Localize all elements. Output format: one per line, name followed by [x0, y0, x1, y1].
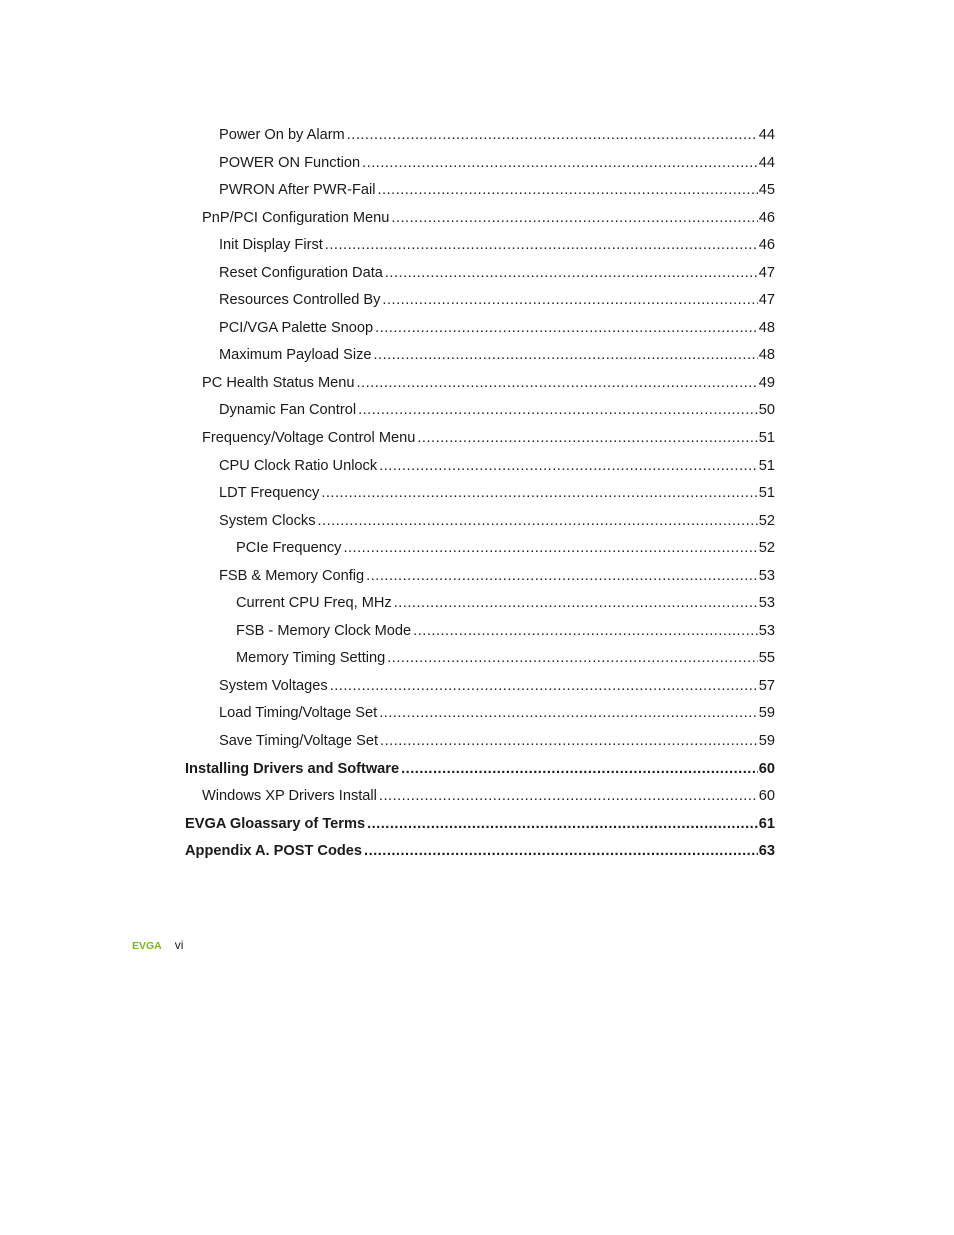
toc-entry-title: Maximum Payload Size	[219, 347, 372, 364]
toc-dot-leader	[373, 342, 757, 370]
footer-page-number: vi	[174, 938, 184, 952]
toc-dot-leader	[375, 315, 758, 343]
page-footer	[132, 938, 183, 952]
toc-entry-page: 55	[758, 650, 775, 667]
toc-entry-title: Windows XP Drivers Install	[202, 788, 377, 805]
toc-entry[interactable]	[185, 618, 775, 646]
toc-dot-leader	[362, 150, 758, 178]
toc-entry-title: Save Timing/Voltage Set	[219, 733, 379, 750]
toc-entry-page: 53	[758, 567, 775, 584]
toc-entry-page: 53	[758, 622, 775, 639]
toc-entry[interactable]	[185, 480, 775, 508]
toc-entry[interactable]	[185, 425, 775, 453]
toc-dot-leader	[379, 783, 758, 811]
toc-entry[interactable]	[185, 535, 775, 563]
toc-entry-title: Dynamic Fan Control	[219, 402, 357, 419]
toc-dot-leader	[357, 370, 758, 398]
toc-entry[interactable]	[185, 590, 775, 618]
toc-entry[interactable]	[185, 453, 775, 481]
toc-entry-page: 47	[758, 292, 775, 309]
toc-dot-leader	[366, 563, 758, 591]
toc-entry-page: 51	[758, 457, 775, 474]
toc-dot-leader	[358, 397, 758, 425]
toc-entry-page: 52	[758, 540, 775, 557]
toc-dot-leader	[417, 425, 757, 453]
toc-entry-page: 57	[758, 677, 775, 694]
toc-dot-leader	[343, 535, 757, 563]
toc-entry[interactable]	[185, 315, 775, 343]
toc-entry[interactable]	[185, 122, 775, 150]
toc-entry-title: Memory Timing Setting	[236, 650, 386, 667]
toc-entry[interactable]	[185, 508, 775, 536]
toc-dot-leader	[394, 590, 758, 618]
toc-entry-page: 53	[758, 595, 775, 612]
toc-dot-leader	[367, 811, 758, 839]
toc-entry-title: Init Display First	[219, 237, 323, 254]
toc-entry-page: 63	[758, 843, 775, 860]
toc-entry-page: 51	[758, 430, 775, 447]
toc-entry[interactable]	[185, 205, 775, 233]
toc-entry-page: 47	[758, 264, 775, 281]
toc-entry-page: 51	[758, 485, 775, 502]
toc-entry[interactable]	[185, 756, 775, 784]
toc-dot-leader	[413, 618, 758, 646]
toc-entry-title: FSB - Memory Clock Mode	[236, 622, 412, 639]
toc-entry-page: 60	[758, 788, 775, 805]
toc-dot-leader	[318, 508, 758, 536]
toc-dot-leader	[401, 756, 758, 784]
toc-entry-title: Reset Configuration Data	[219, 264, 383, 281]
toc-entry[interactable]	[185, 260, 775, 288]
toc-entry[interactable]	[185, 811, 775, 839]
toc-entry-page: 60	[758, 760, 775, 777]
toc-entry-title: CPU Clock Ratio Unlock	[219, 457, 378, 474]
toc-entry-title: PCI/VGA Palette Snoop	[219, 319, 374, 336]
toc-dot-leader	[325, 232, 758, 260]
toc-entry-page: 50	[758, 402, 775, 419]
toc-dot-leader	[382, 287, 757, 315]
toc-entry-title: Power On by Alarm	[219, 127, 345, 143]
toc-dot-leader	[379, 453, 758, 481]
toc-entry-page: 49	[758, 374, 775, 391]
toc-entry-page: 52	[758, 512, 775, 529]
toc-entry-title: Appendix A. POST Codes	[185, 843, 363, 860]
toc-entry-page: 48	[758, 347, 775, 364]
toc-entry-page: 61	[758, 815, 775, 832]
toc-entry[interactable]	[185, 397, 775, 425]
toc-entry-title: System Clocks	[219, 512, 316, 529]
toc-entry-title: Frequency/Voltage Control Menu	[202, 430, 416, 447]
toc-entry-title: Load Timing/Voltage Set	[219, 705, 378, 722]
toc-entry-page: 59	[758, 705, 775, 722]
toc-dot-leader	[380, 728, 758, 756]
toc-entry[interactable]	[185, 673, 775, 701]
toc-dot-leader	[391, 205, 757, 233]
toc-dot-leader	[321, 480, 757, 508]
toc-entry-page: 46	[758, 237, 775, 254]
toc-entry[interactable]	[185, 232, 775, 260]
toc-entry-title: PWRON After PWR-Fail	[219, 182, 376, 199]
toc-entry[interactable]	[185, 150, 775, 178]
toc-entry-title: POWER ON Function	[219, 154, 361, 171]
toc-entry-title: PnP/PCI Configuration Menu	[202, 209, 390, 226]
toc-dot-leader	[379, 700, 758, 728]
toc-entry-title: EVGA Gloassary of Terms	[185, 815, 366, 832]
toc-dot-leader	[385, 260, 758, 288]
toc-entry[interactable]	[185, 177, 775, 205]
toc-entry[interactable]	[185, 287, 775, 315]
toc-dot-leader	[387, 645, 758, 673]
toc-entry[interactable]	[185, 370, 775, 398]
toc-entry-title: PC Health Status Menu	[202, 374, 355, 391]
toc-dot-leader	[377, 177, 757, 205]
toc-entry[interactable]	[185, 838, 775, 866]
toc-entry-title: LDT Frequency	[219, 485, 320, 502]
toc-entry-title: FSB & Memory Config	[219, 567, 365, 584]
toc-entry[interactable]	[185, 728, 775, 756]
toc-entry[interactable]	[185, 645, 775, 673]
toc-entry-title: PCIe Frequency	[236, 540, 342, 557]
toc-dot-leader	[364, 838, 758, 866]
toc-entry[interactable]	[185, 700, 775, 728]
toc-entry-title: Current CPU Freq, MHz	[236, 595, 392, 612]
toc-entry-page: 59	[758, 733, 775, 750]
toc-entry-page: 44	[758, 154, 775, 171]
toc-entry-page: 45	[758, 182, 775, 199]
toc-entry-page: 48	[758, 319, 775, 336]
toc-entry-title: Installing Drivers and Software	[185, 760, 400, 777]
toc-entry[interactable]	[185, 783, 775, 811]
toc-entry-page: 44	[758, 127, 775, 143]
toc-dot-leader	[330, 673, 758, 701]
toc-entry-title: Resources Controlled By	[219, 292, 381, 309]
toc-entry-page: 46	[758, 209, 775, 226]
toc-dot-leader	[347, 122, 758, 150]
toc-entry[interactable]	[185, 563, 775, 591]
toc-entry-title: System Voltages	[219, 677, 328, 694]
toc-entry[interactable]	[185, 342, 775, 370]
footer-brand: EVGA	[132, 940, 162, 952]
table-of-contents	[185, 122, 775, 866]
